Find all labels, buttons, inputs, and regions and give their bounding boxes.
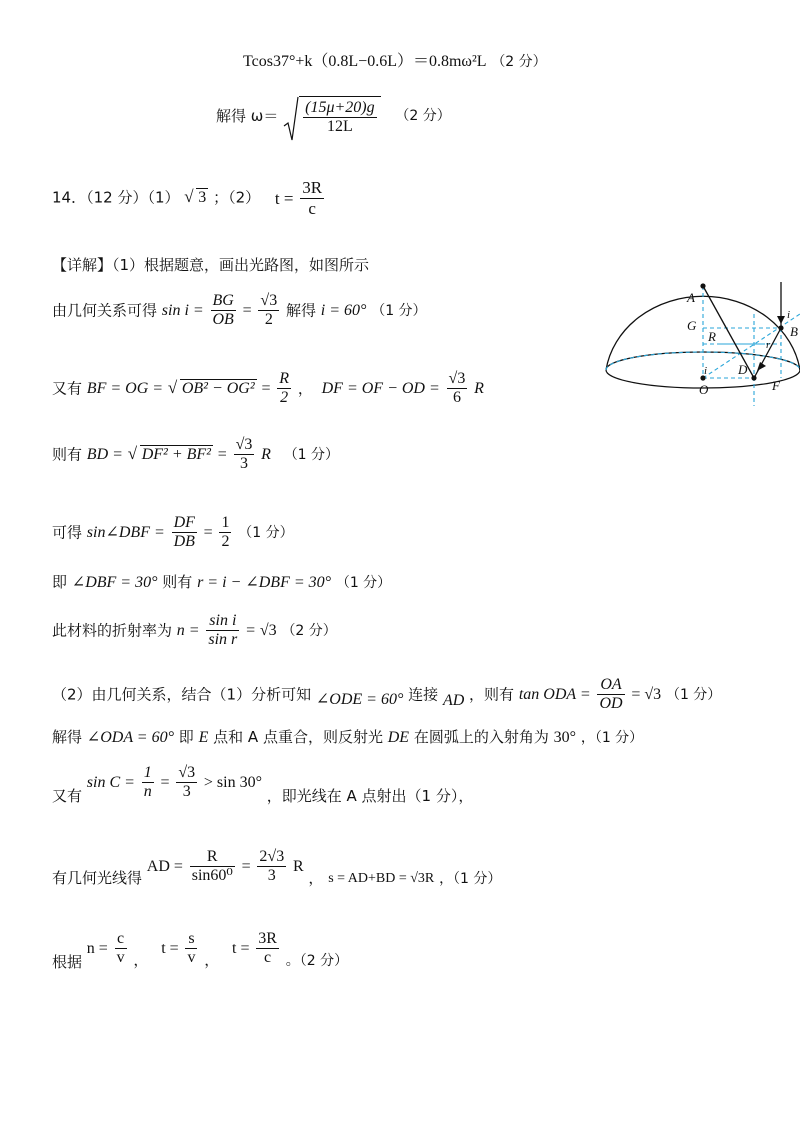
fraction-1-n: $\frac{1}{n}$ <box>143 764 152 801</box>
fraction-root3-2: $\frac{√3}{2}$ <box>260 292 278 329</box>
equation-line-2 <box>216 96 451 137</box>
fraction-s-v: $\frac{s}{v}$ <box>187 930 196 967</box>
equation-line-10: 此材料的折射率为 n = $\frac{\text{sin i}}{\text{sin r}}$ = √3 （2 分） <box>52 612 337 649</box>
sin-dbf-lhs: sin∠DBF = <box>86 523 165 541</box>
df-lhs: DF = OF − OD = <box>321 379 440 397</box>
n-eq: n = <box>86 939 108 957</box>
question-14-line <box>52 178 326 218</box>
sqrt-df-bf: √ DF² + BF² <box>128 447 213 463</box>
fraction-bg-ob: $\frac{BG}{OB}$ <box>212 292 234 329</box>
arrow-down-icon <box>777 316 785 324</box>
fraction-c-v: $\frac{c}{v}$ <box>116 930 125 967</box>
detail-heading: 【详解】（1）根据题意，画出光路图，如图所示 <box>52 256 370 274</box>
base-ellipse-back <box>606 352 800 370</box>
segment-ad: AD <box>442 691 465 709</box>
equation-line-9: 即 ∠DBF = 30° 则有 r = i − ∠DBF = 30° （1 分） <box>52 573 392 591</box>
equation-line-11: （2）由几何关系，结合（1）分析可知 ∠ODE = 60° 连接 AD ，则有 tan ODA = $\frac{OA}{OD}$ = √3 （1 分） <box>52 676 722 713</box>
sin-i-lhs: sin i = <box>161 301 204 319</box>
label-a: A <box>687 290 695 305</box>
t-eq: t = <box>161 939 179 957</box>
score-label: （1 分） <box>371 302 427 319</box>
answer-t-lhs: t = <box>274 188 294 208</box>
point-a-dot <box>700 283 705 288</box>
omega-numerator: (15μ+20)g <box>303 99 376 118</box>
bd-lhs: BD = <box>86 445 123 463</box>
fraction-root3-3: $\frac{√3}{3}$ <box>235 436 253 473</box>
fraction-sini-sinr: $\frac{\text{sin i}}{\text{sin r}}$ <box>208 612 238 649</box>
fraction-2root3-3: $\frac{2√3}{3}$ <box>259 848 285 885</box>
equation-line-7: 则有 BD = √ DF² + BF² = $\frac{√3}{3}$ R （1 分） <box>52 436 339 474</box>
equation-line-14: 有几何光线得 AD = $\frac{R}{\text{sin60⁰}}$ = $\frac{2√3}{3}$ R ， s = AD+BD = √3R ，（1 分） <box>52 848 502 888</box>
score-label: （1 分） <box>283 446 340 463</box>
point-e: E <box>198 729 209 746</box>
equation-line-5: 由几何关系可得 sin i = $\frac{BG}{OB}$ = $\frac{√3}{2}$ 解得 i = 60° （1 分） <box>52 292 427 329</box>
normal-dash <box>703 314 800 378</box>
conclusion-text: ，即光线在 A 点射出（1 分）， <box>266 787 474 806</box>
omega-sqrt <box>283 96 380 137</box>
prefix-text: 则有 <box>52 445 83 464</box>
label-r: R <box>708 329 716 344</box>
angle-30: 30° <box>553 729 577 746</box>
label-r-angle: r <box>766 339 771 351</box>
detail-heading-line <box>52 258 369 273</box>
score-label: （2 分） <box>281 622 337 639</box>
r-expression: r = i − ∠DBF = 30° <box>197 574 332 591</box>
radical-sign-icon <box>283 96 299 142</box>
score-label: （2 分） <box>395 108 451 125</box>
angle-ode: ∠ODE = 60° <box>315 690 404 708</box>
prefix-text: 解得 <box>52 728 83 746</box>
score-label: （1 分） <box>665 686 722 703</box>
n-result: √3 <box>259 621 277 639</box>
fraction-3r-c: $\frac{3R}{c}$ <box>258 930 277 967</box>
equation-force-balance: Tcos37°+k（0.8L−0.6L）＝0.8mω²L <box>243 53 487 70</box>
fraction-df-db: $\frac{DF}{DB}$ <box>173 514 195 551</box>
t-result-eq: t = <box>232 939 250 957</box>
point-b-dot <box>778 325 783 330</box>
label-i-top: i <box>787 309 791 321</box>
score-label: ，（1 分） <box>580 730 644 746</box>
angle-oda: ∠ODA = 60° <box>86 729 174 746</box>
equation-line-6: 又有 BF = OG = √ OB² − OG² = $\frac{R}{2}$ ， DF = OF − OD = $\frac{√3}{6}$ R <box>52 370 484 408</box>
prefix-text: 又有 <box>52 379 83 398</box>
label-g: G <box>687 318 697 333</box>
equation-line-12: 解得 ∠ODA = 60° 即 E 点和 A 点重合，则反射光 DE 在圆弧上的入射角为 30° ，（1 分） <box>52 728 644 746</box>
result-i: i = 60° <box>320 301 367 319</box>
ad-lhs: AD = <box>146 857 183 875</box>
prefix-text: 由几何关系可得 <box>52 301 158 320</box>
hemisphere-light-path-diagram <box>600 278 800 408</box>
compare-sin30: > sin 30° <box>203 773 262 791</box>
label-b: B <box>790 324 798 339</box>
question-14-label: 14．（12 分）（1） <box>52 188 180 207</box>
fraction-r-sin60: $\frac{R}{\text{sin60⁰}}$ <box>191 848 233 885</box>
solve-text: 解得 <box>285 301 316 320</box>
path-s: s = AD+BD = √3R <box>328 870 435 886</box>
n-lhs: n = <box>176 621 200 639</box>
sqrt-ob-og: √ OB² − OG² <box>168 381 257 397</box>
score-label: 。（2 分） <box>285 952 349 969</box>
score-label: （2 分） <box>491 54 547 70</box>
prefix-text: 即 <box>52 573 68 591</box>
answer-t-fraction: $\frac{3R}{c}$ <box>302 178 323 218</box>
equation-line-8: 可得 sin∠DBF = $\frac{DF}{DB}$ = $\frac{1}{2}$ （1 分） <box>52 514 294 551</box>
solve-label: 解得 ω＝ <box>216 106 279 125</box>
prefix-text: 有几何光线得 <box>52 869 143 888</box>
arrow-refract-icon <box>757 362 766 371</box>
label-f: F <box>772 378 780 393</box>
bf-og-lhs: BF = OG = <box>86 379 164 397</box>
angle-dbf: ∠DBF = 30° <box>71 574 158 591</box>
prefix-text: 此材料的折射率为 <box>52 621 173 640</box>
segment-de: DE <box>387 729 410 746</box>
equation-line-1 <box>243 54 547 70</box>
prefix-text: 可得 <box>52 523 83 542</box>
label-d: D <box>738 362 748 377</box>
score-label: ，（1 分） <box>439 870 502 887</box>
separator-text: ；（2） <box>213 188 261 207</box>
fraction-root3-3: $\frac{√3}{3}$ <box>178 764 196 801</box>
sin-c-lhs: sin C = <box>86 773 135 791</box>
score-label: （1 分） <box>335 575 392 591</box>
point-d-dot <box>751 375 756 380</box>
equation-line-13: 又有 sin C = $\frac{1}{n}$ = $\frac{√3}{3}$ > sin 30° ，即光线在 A 点射出（1 分）， <box>52 764 474 806</box>
fraction-r-2: $\frac{R}{2}$ <box>279 370 290 407</box>
score-label: （1 分） <box>238 524 294 541</box>
prefix-text: （2）由几何关系，结合（1）分析可知 <box>52 685 312 704</box>
fraction-1-2: $\frac{1}{2}$ <box>221 514 230 551</box>
equation-line-15: 根据 n = $\frac{c}{v}$ ， t = $\frac{s}{v}$ ， t = $\frac{3R}{c}$ 。（2 分） <box>52 930 349 972</box>
omega-denominator: 12L <box>326 118 353 136</box>
fraction-root3-6: $\frac{√3}{6}$ <box>448 370 466 407</box>
answer-sqrt3: √ 3 <box>184 190 208 206</box>
tan-oda-lhs: tan ODA = <box>518 685 591 703</box>
label-o: O <box>699 382 709 397</box>
prefix-text: 根据 <box>52 953 83 972</box>
label-i-bottom: i <box>704 365 708 377</box>
prefix-text: 又有 <box>52 787 83 806</box>
fraction-oa-od: $\frac{OA}{OD}$ <box>599 676 623 713</box>
